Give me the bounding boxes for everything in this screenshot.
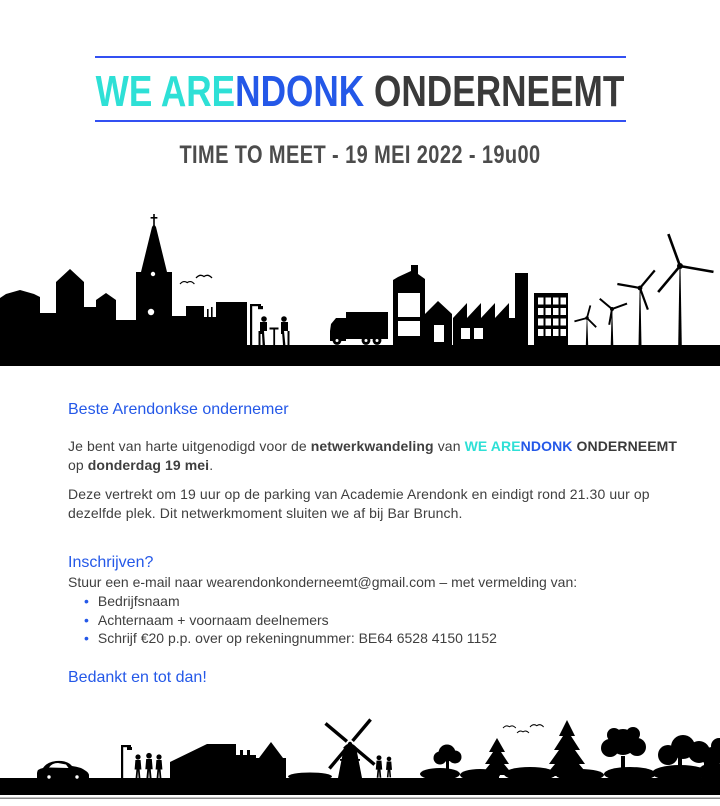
wind-turbine-icon xyxy=(617,270,655,346)
people-at-table-icon xyxy=(259,316,290,345)
street-lamp-icon xyxy=(121,745,132,778)
page-title xyxy=(72,69,648,115)
city-skyline-illustration xyxy=(0,200,720,370)
bird-icon xyxy=(180,282,194,284)
pedestrian-icon xyxy=(156,754,163,778)
wind-turbine-icon xyxy=(599,298,627,346)
title-part-ndonk: NDONK xyxy=(235,67,365,116)
brand-onderneemt: ONDERNEEMT xyxy=(572,438,678,454)
list-item xyxy=(84,592,497,611)
wind-turbine-icon xyxy=(657,234,714,346)
brand-ndonk: NDONK xyxy=(520,438,573,454)
greeting-line: Beste Arendonkse ondernemer xyxy=(68,401,289,418)
details-paragraph xyxy=(68,485,650,522)
event-subtitle: TIME TO MEET - 19 MEI 2022 - 19u00 xyxy=(179,141,541,169)
bird-icon xyxy=(530,725,544,727)
title-part-we-are: WE ARE xyxy=(95,67,236,116)
bird-icon xyxy=(517,731,529,733)
church-cross-icon xyxy=(153,214,155,225)
countryside-ground-bar xyxy=(0,778,720,795)
bullet-participant-names: Achternaam + voornaam deelnemers xyxy=(97,611,329,628)
footer-hairline xyxy=(0,798,720,800)
bird-icon xyxy=(503,726,516,728)
bullet-payment-info: Schrijf €20 p.p. over op rekeningnummer: BE64 6528 4150 1152 xyxy=(97,630,497,646)
para1-text: Je bent van harte uitgenodigd voor de xyxy=(68,438,311,454)
pedestrian-icon xyxy=(386,757,392,778)
windmill-icon xyxy=(324,718,375,778)
pine-tree-icon xyxy=(545,720,589,776)
title-part-onderneemt: ONDERNEEMT xyxy=(364,67,625,116)
para1-bold-netwerkwandeling: netwerkwandeling xyxy=(310,438,434,454)
skyline-ground-bar xyxy=(0,345,720,366)
para2-line1: Deze vertrekt om 19 uur op de parking van Academie Arendonk en eindigt rond 21.30 uur op xyxy=(68,486,650,502)
list-item xyxy=(84,611,497,630)
invitation-paragraph xyxy=(68,437,677,474)
para2-line2: dezelfde plek. Dit netwerkmoment sluiten we af bij Bar Brunch. xyxy=(68,504,463,521)
para1-text: op xyxy=(68,456,88,473)
truck-icon xyxy=(330,312,388,345)
pedestrian-icon xyxy=(135,754,142,778)
bird-icon xyxy=(196,275,212,278)
pedestrian-icon xyxy=(376,755,382,777)
title-rule-top xyxy=(95,56,626,58)
bullet-company-name: Bedrijfsnaam xyxy=(97,593,180,609)
para1-bold-date: donderdag 19 mei xyxy=(87,456,210,473)
title-rule-bottom xyxy=(95,120,626,122)
wind-turbine-icon xyxy=(574,305,597,346)
signup-requirements-list xyxy=(84,592,497,648)
signup-heading: Inschrijven? xyxy=(68,554,154,571)
countryside-illustration xyxy=(0,700,720,802)
pedestrian-icon xyxy=(145,753,152,778)
para1-text: van xyxy=(433,438,465,454)
list-item xyxy=(84,629,497,648)
barn-silhouette xyxy=(170,742,286,778)
pine-tree-icon xyxy=(481,738,513,775)
closing-line: Bedankt en tot dan! xyxy=(68,669,207,686)
brand-we-are: WE ARE xyxy=(464,438,521,454)
para1-text: . xyxy=(209,456,214,473)
signup-intro: Stuur een e-mail naar wearendonkonderneemt@gmail.com – met vermelding van: xyxy=(68,574,578,590)
